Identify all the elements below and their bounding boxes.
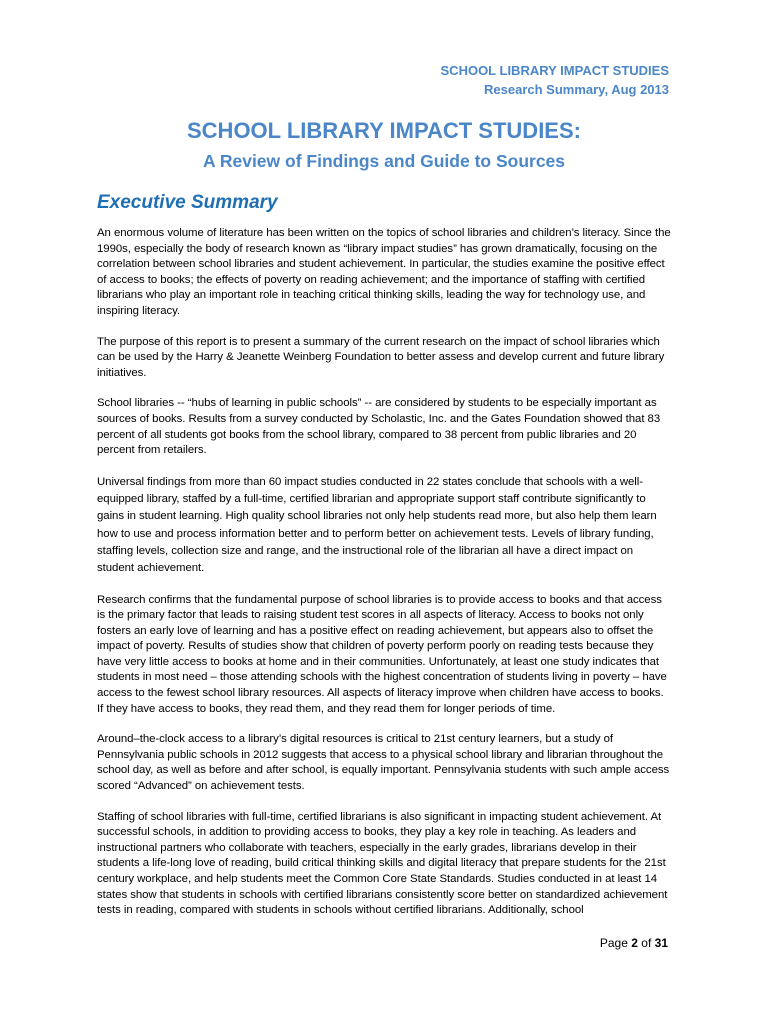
paragraph-1: An enormous volume of literature has been written on the topics of school libraries and children’s literacy. Since the 1990s, especially the body of research known as “library impact studies” has grown dramatically, focusing on the correlation between school libraries and student achievement. In particular, the studies examine the positive effect of access to books; the effects of poverty on reading achievement; and the importance of staffing with certified librarians who play an important role in teaching critical thinking skills, leading the way for technology use, and inspiring literacy. [97, 227, 671, 317]
paragraph-7: Staffing of school libraries with full-time, certified librarians is also significant in impacting student achievement. At successful schools, in addition to providing access to books, they play a key role in teaching. As leaders and instructional partners who collaborate with teachers, especially in the early grades, librarians develop in their students a life-long love of reading, build critical thinking skills and digital literacy that prepare students for the 21st century workplace, and help students meet the Common Core State Standards. Studies conducted in at least 14 states show that students in schools with certified librarians consistently score better on standardized achievement tests in reading, compared with students in schools without certified librarians. Additionally, school [97, 810, 668, 917]
current-page: 2 [631, 936, 638, 950]
document-subtitle: A Review of Findings and Guide to Sources [202, 151, 566, 171]
header-title: SCHOOL LIBRARY IMPACT STUDIES [440, 63, 669, 78]
page-number [600, 936, 668, 950]
body-text [97, 226, 671, 934]
paragraph-4: Universal findings from more than 60 impact studies conducted in 22 states conclude that schools with a well-equipped library, staffed by a full-time, certified librarian and appropriate support staff contribute significantly to gains in student learning. High quality school libraries not only help students read more, but also help them learn how to use and process information better and to perform better on achievement tests. Levels of library funding, staffing levels, collection size and range, and the instructional role of the librarian all have a direct impact on student achievement. [97, 475, 657, 575]
paragraph-6: Around–the-clock access to a library’s digital resources is critical to 21st century learners, but a study of Pennsylvania public schools in 2012 suggests that access to a physical school library and librarian throughout the school day, as well as before and after school, is equally important. Pennsylvania students with such ample access scored “Advanced” on achievement tests. [97, 733, 670, 793]
document-title: SCHOOL LIBRARY IMPACT STUDIES: [187, 118, 581, 143]
page-of: of [641, 936, 652, 950]
page-label: Page [599, 936, 628, 950]
running-header [441, 61, 669, 99]
paragraph-5: Research confirms that the fundamental purpose of school libraries is to provide access to books and that access is the primary factor that leads to raising student test scores in all aspects of literacy. Access to books not only fosters an early love of learning and has a positive effect on reading achievement, but appears also to offset the impact of poverty. Results of studies show that children of poverty perform poorly on reading tests because they have very little access to books at home and in their communities. Unfortunately, at least one study indicates that students in most need – those attending schools with the highest concentration of students living in poverty – have access to the fewest school library resources. All aspects of literacy improve when children have access to books. If they have access to books, they read them, and they read them for longer periods of time. [97, 593, 667, 715]
paragraph-3: School libraries -- “hubs of learning in public schools” -- are considered by students to be especially important as sources of books. Results from a survey conducted by Scholastic, Inc. and the Gates Foundation showed that 83 percent of all students got books from the school library, compared to 38 percent from public libraries and 20 percent from retailers. [97, 397, 661, 457]
title-block [0, 117, 768, 174]
paragraph-2: The purpose of this report is to present a summary of the current research on the impact of school libraries which can be used by the Harry & Jeanette Weinberg Foundation to better assess and develop current and future library initiatives. [97, 335, 665, 379]
header-subtitle: Research Summary, Aug 2013 [484, 82, 669, 97]
section-heading: Executive Summary [97, 192, 278, 213]
total-pages: 31 [654, 936, 668, 950]
